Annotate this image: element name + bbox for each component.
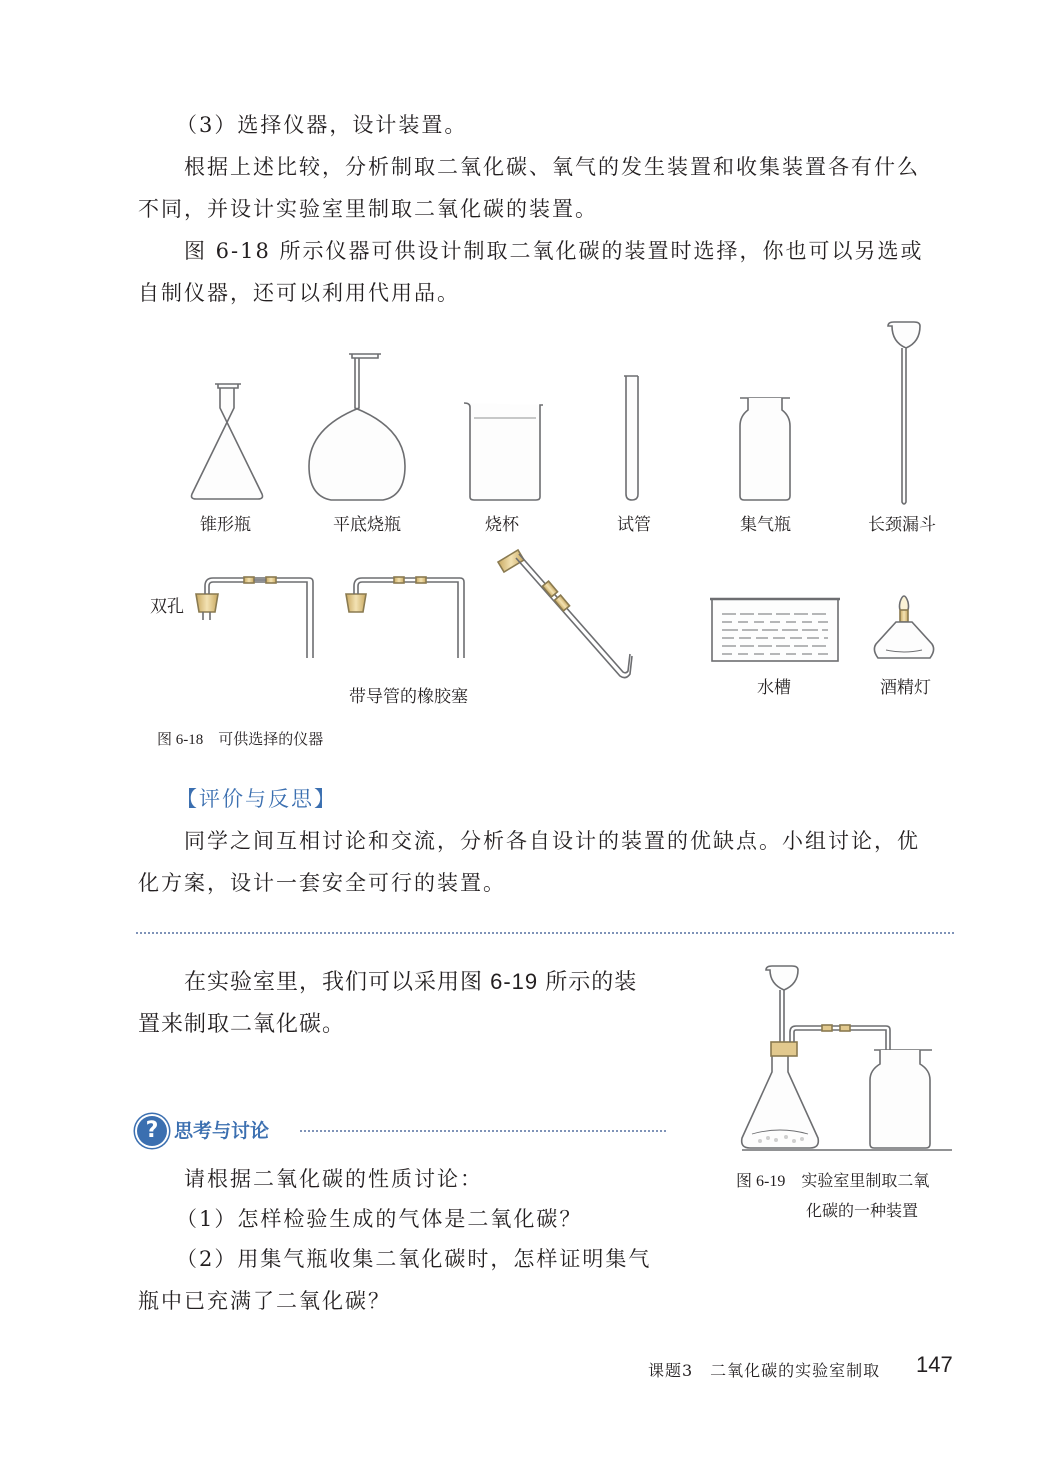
paragraph-line: 自制仪器，还可以利用代用品。 bbox=[138, 281, 460, 305]
paragraph-line: 在实验室里，我们可以采用图 6-19 所示的装 bbox=[184, 969, 638, 994]
question-2-cont: 瓶中已充满了二氧化碳？ bbox=[138, 1289, 391, 1313]
figure-caption: 图 6-18 可供选择的仪器 bbox=[157, 732, 324, 748]
label-stopper-with-tube: 带导管的橡胶塞 bbox=[349, 687, 468, 706]
label-conical-flask: 锥形瓶 bbox=[200, 515, 251, 534]
label-long-funnel: 长颈漏斗 bbox=[868, 515, 936, 534]
label-gas-jar: 集气瓶 bbox=[740, 515, 791, 534]
think-title: 思考与讨论 bbox=[174, 1120, 270, 1142]
paragraph-line: 图 6-18 所示仪器可供设计制取二氧化碳的装置时选择，你也可以另选或 bbox=[184, 239, 924, 263]
question-1: （1）怎样检验生成的气体是二氧化碳？ bbox=[176, 1207, 583, 1231]
question-icon: ? bbox=[137, 1116, 167, 1146]
think-intro: 请根据二氧化碳的性质讨论： bbox=[184, 1167, 483, 1191]
paragraph-line: 同学之间互相讨论和交流，分析各自设计的装置的优缺点。小组讨论，优 bbox=[184, 829, 920, 853]
evaluation-heading: 【评价与反思】 bbox=[176, 787, 337, 811]
label-alcohol-lamp: 酒精灯 bbox=[880, 678, 931, 697]
paragraph-line: 置来制取二氧化碳。 bbox=[138, 1011, 346, 1036]
paragraph-line: 根据上述比较，分析制取二氧化碳、氧气的发生装置和收集装置各有什么 bbox=[184, 155, 920, 179]
paragraph-line: 不同，并设计实验室里制取二氧化碳的装置。 bbox=[138, 197, 598, 221]
page-number: 147 bbox=[916, 1352, 953, 1377]
paragraph-line: 化方案，设计一套安全可行的装置。 bbox=[138, 871, 506, 895]
figure-caption: 图 6-19 实验室里制取二氧 bbox=[736, 1173, 930, 1190]
label-test-tube: 试管 bbox=[617, 515, 651, 534]
label-water-trough: 水槽 bbox=[757, 678, 791, 697]
label-double-hole: 双孔 bbox=[150, 597, 184, 616]
section-heading: （3）选择仪器，设计装置。 bbox=[176, 113, 468, 137]
figure-caption-cont: 化碳的一种装置 bbox=[806, 1203, 919, 1220]
footer-lesson: 课题3 二氧化碳的实验室制取 bbox=[648, 1361, 881, 1380]
label-flat-flask: 平底烧瓶 bbox=[333, 515, 401, 534]
label-beaker: 烧杯 bbox=[485, 515, 519, 534]
question-2: （2）用集气瓶收集二氧化碳时，怎样证明集气 bbox=[176, 1247, 652, 1271]
